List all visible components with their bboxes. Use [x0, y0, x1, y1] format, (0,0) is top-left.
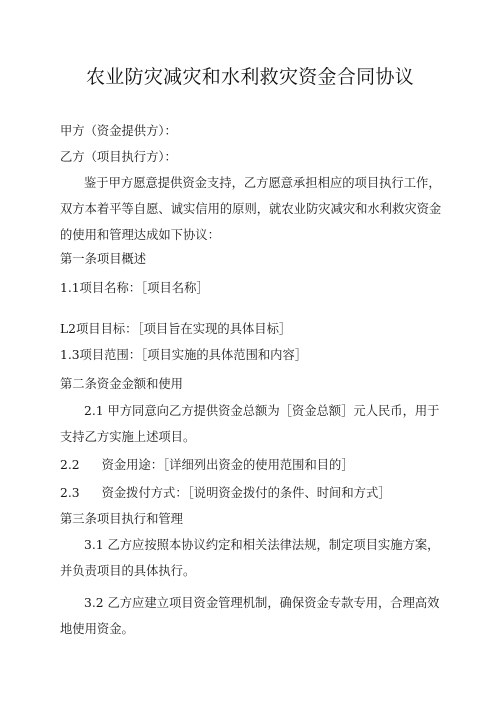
article-2-heading: 第二条资金金额和使用: [60, 377, 183, 391]
party-a-line: 甲方（资金提供方）：: [60, 124, 177, 138]
article-3-heading: 第三条项目执行和管理: [60, 512, 183, 526]
article-2-item-2: [60, 452, 442, 478]
article-2-item-2-text: 资金用途：［详细列出资金的使用范围和目的］: [101, 458, 354, 472]
article-1-item-2: L2项目目标：［项目旨在实现的具体目标］: [60, 322, 292, 336]
article-3-item-2: 3.2 乙方应建立项目资金管理机制，确保资金专款专用，合理高效地使用资金。: [60, 596, 440, 636]
article-1-item-1: 1.1项目名称：［项目名称］: [60, 281, 209, 295]
party-b-line: 乙方（项目执行方）：: [60, 150, 177, 164]
article-2-item-3-number: 2.3: [60, 486, 80, 500]
article-3-item-1: 3.1 乙方应按照本协议约定和相关法律法规，制定项目实施方案，并负责项目的具体执行。: [60, 538, 440, 578]
article-2-item-2-number: 2.2: [60, 458, 80, 472]
article-2-item-1: 2.1 甲方同意向乙方提供资金总额为［资金总额］元人民币，用于支持乙方实施上述项目。: [60, 404, 440, 444]
preamble-paragraph: 鉴于甲方愿意提供资金支持，乙方愿意承担相应的项目执行工作，双方本着平等自愿、诚实信用的原则，就农业防灾减灾和水利救灾资金的使用和管理达成如下协议：: [60, 176, 442, 242]
article-2-item-3-text: 资金拨付方式：［说明资金拨付的条件、时间和方式］: [101, 486, 391, 500]
document-title: 农业防灾减灾和水利救灾资金合同协议: [85, 66, 415, 88]
article-1-heading: 第一条项目概述: [60, 252, 147, 266]
article-2-item-3: [60, 480, 442, 506]
article-1-item-3: 1.3项目范围：［项目实施的具体范围和内容］: [60, 348, 308, 362]
